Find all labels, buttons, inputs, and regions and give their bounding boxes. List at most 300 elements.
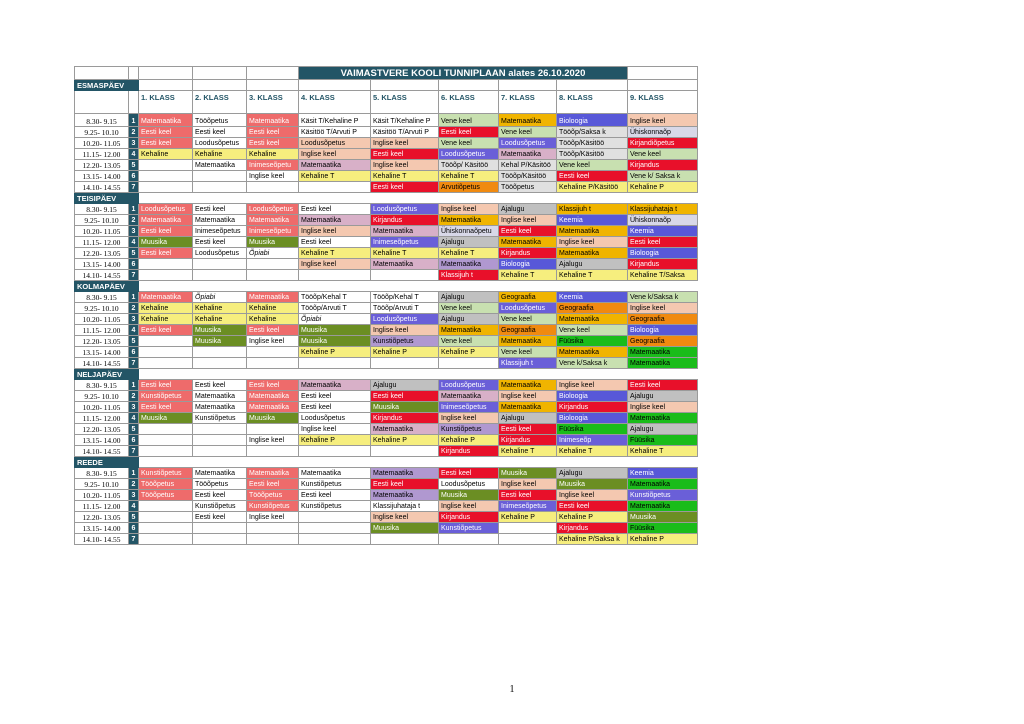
lesson-cell: Kunstiõpetus	[193, 501, 247, 512]
lesson-cell	[193, 171, 247, 182]
lesson-cell: Kunstiõpetus	[371, 336, 439, 347]
lesson-time: 11.15- 12.00	[75, 149, 129, 160]
blank-cell	[439, 457, 499, 468]
lesson-cell: Eesti keel	[139, 226, 193, 237]
lesson-cell: Vene keel	[628, 149, 698, 160]
lesson-cell	[193, 446, 247, 457]
lesson-cell: Matemaatika	[499, 336, 557, 347]
lesson-cell	[299, 182, 371, 193]
blank-cell	[247, 369, 299, 380]
lesson-number: 7	[129, 446, 139, 457]
lesson-cell: Kehaline P	[299, 435, 371, 446]
blank-cell	[247, 67, 299, 80]
lesson-cell: Loodusõpetus	[439, 149, 499, 160]
lesson-cell	[193, 523, 247, 534]
blank-cell	[139, 281, 193, 292]
lesson-row	[75, 413, 698, 424]
lesson-cell: Eesti keel	[499, 490, 557, 501]
lesson-cell: Kehaline T	[371, 171, 439, 182]
lesson-cell: Eesti keel	[371, 479, 439, 490]
lesson-row	[75, 127, 698, 138]
lesson-row	[75, 523, 698, 534]
lesson-number: 4	[129, 325, 139, 336]
lesson-cell: Eesti keel	[371, 182, 439, 193]
lesson-time: 9.25- 10.10	[75, 127, 129, 138]
lesson-cell: Inglise keel	[299, 259, 371, 270]
lesson-time: 14.10- 14.55	[75, 446, 129, 457]
lesson-time: 13.15- 14.00	[75, 171, 129, 182]
lesson-number: 7	[129, 358, 139, 369]
lesson-cell: Kehaline P	[628, 534, 698, 545]
lesson-cell: Kehaline P	[628, 182, 698, 193]
lesson-number: 7	[129, 270, 139, 281]
lesson-cell: Kehaline P	[439, 347, 499, 358]
lesson-cell: Kehaline P	[557, 512, 628, 523]
lesson-cell: Kehaline P	[371, 347, 439, 358]
lesson-row	[75, 303, 698, 314]
lesson-cell	[193, 534, 247, 545]
lesson-cell: Kirjandus	[371, 215, 439, 226]
lesson-cell: Inglise keel	[299, 149, 371, 160]
lesson-cell: Muusika	[557, 479, 628, 490]
lesson-cell: Klassijuhataja t	[628, 204, 698, 215]
lesson-cell: Matemaatika	[371, 226, 439, 237]
blank-cell	[247, 281, 299, 292]
lesson-cell: Matemaatika	[371, 259, 439, 270]
lesson-cell: Eesti keel	[499, 424, 557, 435]
lesson-cell: Matemaatika	[247, 114, 299, 127]
blank-cell	[371, 80, 439, 91]
lesson-cell: Kehaline P	[499, 512, 557, 523]
lesson-cell: Kirjandus	[499, 248, 557, 259]
lesson-cell	[139, 270, 193, 281]
lesson-cell	[247, 270, 299, 281]
blank-cell	[371, 193, 439, 204]
lesson-cell: Õpiabi	[193, 292, 247, 303]
lesson-cell: Klassijuh t	[499, 358, 557, 369]
lesson-time: 12.20- 13.05	[75, 336, 129, 347]
lesson-cell: Kehaline T	[628, 446, 698, 457]
blank-cell	[139, 67, 193, 80]
lesson-cell	[139, 534, 193, 545]
lesson-cell: Kirjandiõpetus	[628, 138, 698, 149]
lesson-row	[75, 171, 698, 182]
lesson-time: 8.30- 9.15	[75, 292, 129, 303]
lesson-row	[75, 314, 698, 325]
blank-cell	[557, 369, 628, 380]
lesson-cell: Kunstiõpetus	[299, 479, 371, 490]
lesson-cell: Kunstiõpetus	[139, 391, 193, 402]
lesson-cell: Kehaline T	[499, 446, 557, 457]
lesson-cell: Kehaline	[193, 303, 247, 314]
lesson-cell: Käsit T/Kehaline P	[299, 114, 371, 127]
lesson-cell: Muusika	[499, 468, 557, 479]
lesson-cell: Eesti keel	[628, 237, 698, 248]
lesson-cell: Kehaline	[193, 314, 247, 325]
lesson-cell	[193, 424, 247, 435]
lesson-cell: Tööõpetus	[193, 114, 247, 127]
lesson-cell: Eesti keel	[247, 127, 299, 138]
lesson-cell: Bioloogia	[557, 391, 628, 402]
lesson-cell: Inglise keel	[499, 391, 557, 402]
lesson-cell: Vene keel	[499, 347, 557, 358]
class-header-row	[75, 91, 698, 114]
lesson-number: 6	[129, 435, 139, 446]
lesson-cell: Kehaline	[139, 314, 193, 325]
lesson-number: 3	[129, 490, 139, 501]
lesson-cell: Ajalugu	[628, 424, 698, 435]
lesson-cell: Inglise keel	[371, 325, 439, 336]
lesson-cell: Kehaline T	[371, 248, 439, 259]
lesson-cell: Matemaatika	[371, 490, 439, 501]
blank-cell	[557, 193, 628, 204]
lesson-cell: Inglise keel	[371, 512, 439, 523]
lesson-cell: Matemaatika	[557, 347, 628, 358]
lesson-cell: Arvutiõpetus	[439, 182, 499, 193]
blank-cell	[371, 369, 439, 380]
lesson-number: 2	[129, 391, 139, 402]
day-name: NELJAPÄEV	[75, 369, 139, 380]
lesson-cell: Matemaatika	[193, 160, 247, 171]
lesson-cell	[193, 270, 247, 281]
title-row	[75, 67, 698, 80]
lesson-row	[75, 204, 698, 215]
lesson-cell: Geograafia	[499, 292, 557, 303]
lesson-row	[75, 512, 698, 523]
lesson-time: 8.30- 9.15	[75, 114, 129, 127]
lesson-cell: Õpiabi	[247, 248, 299, 259]
lesson-cell: Eesti keel	[139, 248, 193, 259]
lesson-cell: Ajalugu	[499, 413, 557, 424]
lesson-cell: Geograafia	[557, 303, 628, 314]
lesson-cell	[247, 358, 299, 369]
lesson-row	[75, 424, 698, 435]
lesson-cell: Muusika	[439, 490, 499, 501]
lesson-cell: Vene keel	[499, 127, 557, 138]
lesson-cell: Inglise keel	[499, 479, 557, 490]
lesson-cell: Matemaatika	[628, 347, 698, 358]
lesson-number: 4	[129, 501, 139, 512]
lesson-row	[75, 248, 698, 259]
lesson-row	[75, 325, 698, 336]
blank-cell	[247, 193, 299, 204]
class-header: 2. KLASS	[193, 91, 247, 114]
lesson-time: 8.30- 9.15	[75, 468, 129, 479]
lesson-cell: Eesti keel	[439, 468, 499, 479]
class-header: 1. KLASS	[139, 91, 193, 114]
lesson-cell: Loodusõpetus	[371, 204, 439, 215]
lesson-number: 4	[129, 149, 139, 160]
blank-cell	[628, 80, 698, 91]
lesson-cell: Ajalugu	[439, 314, 499, 325]
lesson-cell: Matemaatika	[247, 215, 299, 226]
lesson-cell: Inglise keel	[628, 303, 698, 314]
lesson-cell: Inimeseõpetus	[499, 501, 557, 512]
lesson-cell	[371, 534, 439, 545]
lesson-cell: Eesti keel	[439, 127, 499, 138]
lesson-cell: Kunstiõpetus	[439, 424, 499, 435]
lesson-time: 8.30- 9.15	[75, 380, 129, 391]
lesson-cell: Keemia	[557, 292, 628, 303]
lesson-cell: Muusika	[247, 413, 299, 424]
lesson-number: 5	[129, 248, 139, 259]
blank-cell	[628, 281, 698, 292]
lesson-time: 12.20- 13.05	[75, 424, 129, 435]
lesson-cell: Eesti keel	[371, 149, 439, 160]
lesson-cell: Tööõp/Kehal T	[299, 292, 371, 303]
lesson-cell: Kirjandus	[557, 523, 628, 534]
lesson-cell: Muusika	[371, 523, 439, 534]
blank-cell	[557, 80, 628, 91]
lesson-cell: Kirjandus	[439, 512, 499, 523]
lesson-cell: Matemaatika	[499, 237, 557, 248]
lesson-cell: Inimeseõp	[557, 435, 628, 446]
lesson-cell: Tööõp/ Käsitöö	[439, 160, 499, 171]
lesson-cell: Inglise keel	[371, 160, 439, 171]
lesson-row	[75, 468, 698, 479]
lesson-cell: Matemaatika	[299, 215, 371, 226]
lesson-time: 13.15- 14.00	[75, 347, 129, 358]
lesson-time: 11.15- 12.00	[75, 237, 129, 248]
lesson-cell: Kunstiõpetus	[299, 501, 371, 512]
lesson-cell: Inimeseõpetu	[247, 226, 299, 237]
blank-cell	[499, 281, 557, 292]
lesson-cell: Eesti keel	[247, 325, 299, 336]
lesson-row	[75, 490, 698, 501]
lesson-cell: Matemaatika	[139, 292, 193, 303]
lesson-cell: Eesti keel	[247, 479, 299, 490]
lesson-cell	[139, 446, 193, 457]
lesson-cell: Vene k/ Saksa k	[628, 171, 698, 182]
blank-cell	[371, 281, 439, 292]
lesson-cell: Loodusõpetus	[439, 380, 499, 391]
lesson-cell: Eesti keel	[193, 490, 247, 501]
lesson-cell	[139, 347, 193, 358]
lesson-cell: Inglise keel	[439, 413, 499, 424]
lesson-cell	[139, 182, 193, 193]
blank-cell	[129, 91, 139, 114]
lesson-cell: Klassijuhataja t	[371, 501, 439, 512]
lesson-cell: Inimeseõpetus	[193, 226, 247, 237]
lesson-time: 10.20- 11.05	[75, 402, 129, 413]
class-header: 3. KLASS	[247, 91, 299, 114]
lesson-cell: Matemaatika	[439, 391, 499, 402]
lesson-cell: Kehaline P	[299, 347, 371, 358]
lesson-cell	[193, 358, 247, 369]
lesson-cell	[247, 424, 299, 435]
lesson-cell: Matemaatika	[439, 215, 499, 226]
lesson-cell: Kunstiõpetus	[193, 413, 247, 424]
blank-cell	[193, 369, 247, 380]
lesson-row	[75, 114, 698, 127]
lesson-time: 10.20- 11.05	[75, 226, 129, 237]
lesson-cell: Kunstiõpetus	[247, 501, 299, 512]
lesson-row	[75, 402, 698, 413]
blank-cell	[139, 369, 193, 380]
lesson-cell: Matemaatika	[557, 248, 628, 259]
lesson-row	[75, 479, 698, 490]
lesson-cell	[139, 523, 193, 534]
day-name: ESMASPÄEV	[75, 80, 139, 91]
lesson-cell: Bioloogia	[628, 325, 698, 336]
lesson-row	[75, 534, 698, 545]
lesson-cell: Eesti keel	[139, 380, 193, 391]
lesson-cell: Kehal P/Käsitöö	[499, 160, 557, 171]
blank-cell	[139, 80, 193, 91]
blank-cell	[193, 193, 247, 204]
page-number: 1	[509, 684, 515, 695]
blank-cell	[439, 369, 499, 380]
lesson-cell: Matemaatika	[439, 325, 499, 336]
day-name: KOLMAPÄEV	[75, 281, 139, 292]
blank-cell	[299, 193, 371, 204]
lesson-number: 3	[129, 402, 139, 413]
lesson-cell: Eesti keel	[193, 512, 247, 523]
lesson-cell: Matemaatika	[628, 479, 698, 490]
lesson-cell	[193, 347, 247, 358]
lesson-cell: Matemaatika	[193, 402, 247, 413]
lesson-cell: Loodusõpetus	[139, 204, 193, 215]
lesson-cell	[139, 435, 193, 446]
lesson-cell: Geograafia	[628, 336, 698, 347]
class-header: 7. KLASS	[499, 91, 557, 114]
lesson-row	[75, 182, 698, 193]
lesson-row	[75, 336, 698, 347]
day-name: TEISIPÄEV	[75, 193, 139, 204]
lesson-number: 1	[129, 204, 139, 215]
lesson-cell	[139, 358, 193, 369]
lesson-cell: Kunstiõpetus	[139, 468, 193, 479]
lesson-cell: Muusika	[193, 325, 247, 336]
lesson-cell: Kirjandus	[371, 413, 439, 424]
lesson-cell: Inglise keel	[628, 114, 698, 127]
lesson-cell: Kirjandus	[439, 446, 499, 457]
lesson-cell	[139, 171, 193, 182]
lesson-cell: Muusika	[247, 237, 299, 248]
lesson-cell: Matemaatika	[371, 424, 439, 435]
lesson-row	[75, 391, 698, 402]
lesson-row	[75, 380, 698, 391]
lesson-cell: Inglise keel	[557, 490, 628, 501]
lesson-cell: Kehaline	[247, 303, 299, 314]
lesson-cell: Matemaatika	[193, 215, 247, 226]
lesson-cell: Matemaatika	[557, 314, 628, 325]
lesson-cell: Tööõpetus	[499, 182, 557, 193]
lesson-cell: Matemaatika	[247, 391, 299, 402]
lesson-cell: Tööõp/Saksa k	[557, 127, 628, 138]
lesson-cell: Kehaline	[247, 149, 299, 160]
lesson-cell: Kehaline T	[499, 270, 557, 281]
lesson-time: 12.20- 13.05	[75, 248, 129, 259]
lesson-number: 1	[129, 468, 139, 479]
lesson-cell: Muusika	[299, 325, 371, 336]
blank-cell	[499, 457, 557, 468]
lesson-cell: Inglise keel	[247, 435, 299, 446]
lesson-cell: Kehaline	[247, 314, 299, 325]
lesson-number: 7	[129, 534, 139, 545]
blank-cell	[75, 67, 129, 80]
lesson-cell	[247, 446, 299, 457]
lesson-cell: Ajalugu	[439, 292, 499, 303]
lesson-cell: Eesti keel	[557, 501, 628, 512]
lesson-cell	[139, 336, 193, 347]
lesson-cell: Õpiabi	[299, 314, 371, 325]
day-name: REEDE	[75, 457, 139, 468]
lesson-cell: Matemaatika	[193, 468, 247, 479]
lesson-cell: Ühiskonnaõp	[628, 127, 698, 138]
lesson-cell: Muusika	[371, 402, 439, 413]
lesson-cell	[371, 358, 439, 369]
lesson-cell: Füüsika	[628, 435, 698, 446]
lesson-cell: Kehaline T	[439, 248, 499, 259]
lesson-cell: Ajalugu	[557, 259, 628, 270]
lesson-cell: Inglise keel	[557, 380, 628, 391]
lesson-cell: Inglise keel	[439, 204, 499, 215]
lesson-number: 6	[129, 347, 139, 358]
lesson-cell: Tööõp/Käsitöö	[557, 138, 628, 149]
lesson-cell: Inglise keel	[299, 424, 371, 435]
lesson-number: 3	[129, 226, 139, 237]
lesson-cell: Kehaline T	[299, 171, 371, 182]
lesson-cell: Tööõpetus	[193, 479, 247, 490]
lesson-cell: Bioloogia	[628, 248, 698, 259]
blank-cell	[499, 369, 557, 380]
lesson-cell: Keemia	[628, 468, 698, 479]
lesson-cell: Loodusõpetus	[193, 138, 247, 149]
blank-cell	[557, 281, 628, 292]
blank-cell	[75, 91, 129, 114]
lesson-cell: Kehaline T	[299, 248, 371, 259]
lesson-cell: Keemia	[557, 215, 628, 226]
lesson-cell: Inglise keel	[371, 138, 439, 149]
lesson-cell	[139, 160, 193, 171]
lesson-time: 13.15- 14.00	[75, 435, 129, 446]
lesson-cell: Kirjandus	[628, 160, 698, 171]
lesson-time: 13.15- 14.00	[75, 523, 129, 534]
lesson-time: 10.20- 11.05	[75, 490, 129, 501]
lesson-cell: Eesti keel	[299, 402, 371, 413]
lesson-cell: Matemaatika	[139, 215, 193, 226]
lesson-cell: Inglise keel	[499, 215, 557, 226]
blank-cell	[371, 457, 439, 468]
lesson-cell: Matemaatika	[499, 380, 557, 391]
blank-cell	[499, 80, 557, 91]
lesson-number: 5	[129, 336, 139, 347]
lesson-cell	[499, 523, 557, 534]
lesson-cell: Matemaatika	[299, 380, 371, 391]
blank-cell	[139, 193, 193, 204]
lesson-cell: Bioloogia	[557, 114, 628, 127]
lesson-cell: Matemaatika	[499, 402, 557, 413]
lesson-row	[75, 149, 698, 160]
lesson-cell	[193, 259, 247, 270]
lesson-number: 3	[129, 314, 139, 325]
lesson-cell: Bioloogia	[499, 259, 557, 270]
lesson-cell: Matemaatika	[247, 292, 299, 303]
lesson-cell: Füüsika	[557, 424, 628, 435]
lesson-cell: Matemaatika	[628, 501, 698, 512]
lesson-cell: Loodusõpetus	[299, 413, 371, 424]
lesson-time: 11.15- 12.00	[75, 501, 129, 512]
lesson-number: 2	[129, 127, 139, 138]
lesson-cell: Vene k/Saksa k	[628, 292, 698, 303]
lesson-cell: Kehaline P	[371, 435, 439, 446]
lesson-cell: Matemaatika	[299, 468, 371, 479]
blank-cell	[439, 80, 499, 91]
lesson-cell: Vene keel	[557, 160, 628, 171]
lesson-cell: Eesti keel	[299, 391, 371, 402]
lesson-cell: Eesti keel	[247, 380, 299, 391]
